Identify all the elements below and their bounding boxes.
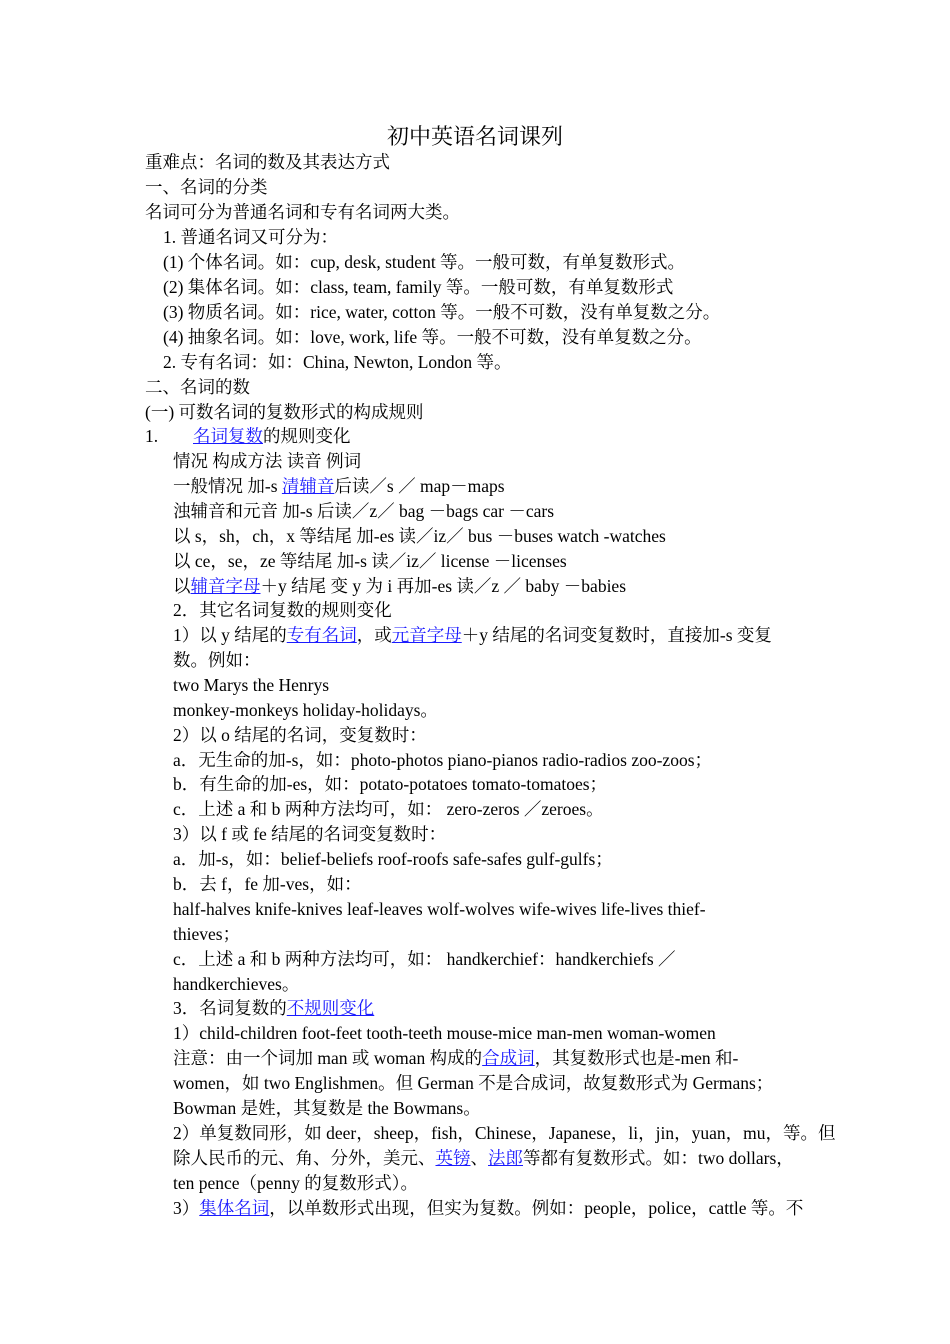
text-line xyxy=(173,1021,716,1046)
text-line xyxy=(173,673,329,698)
text-line xyxy=(173,772,607,797)
line-text: 等都有复数形式。如：two dollars， xyxy=(523,1148,794,1168)
line-text: handkerchieves。 xyxy=(173,974,300,994)
line-text: monkey-monkeys holiday-holidays。 xyxy=(173,700,438,720)
text-line xyxy=(173,872,362,897)
line-text: 3） xyxy=(173,1198,200,1218)
text-line xyxy=(173,797,604,822)
line-text: thieves； xyxy=(173,924,241,944)
text-line xyxy=(173,623,772,648)
document-title: 初中英语名词课列 xyxy=(386,124,563,149)
line-text: 2．其它名词复数的规则变化 xyxy=(173,600,392,620)
text-line xyxy=(173,1171,418,1196)
line-text: c．上述 a 和 b 两种方法均可，如： zero-zeros ／zeroes。 xyxy=(173,799,604,819)
line-text: women，如 two Englishmen。但 German 不是合成词，故复数形式为 Germans； xyxy=(173,1073,774,1093)
text-line xyxy=(163,350,512,375)
line-text: (1) 个体名词。如：cup, desk, student 等。一般可数，有单复数形式。 xyxy=(163,252,686,272)
line-text: 一般情况 加-s xyxy=(173,476,282,496)
text-line xyxy=(173,499,554,524)
line-text: 以 s，sh，ch，x 等结尾 加-es 读／iz／ bus －buses watch -watches xyxy=(173,526,666,546)
line-text: ，以单数形式出现，但实为复数。例如：people，police，cattle 等。不 xyxy=(269,1198,804,1218)
text-line xyxy=(173,549,567,574)
line-text: 情况 构成方法 读音 例词 xyxy=(173,451,362,471)
text-line xyxy=(145,375,250,400)
line-text: 以 ce，se，ze 等结尾 加-s 读／iz／ license －licenses xyxy=(173,551,567,571)
hyperlink[interactable]: 辅音字母 xyxy=(190,576,261,596)
text-line xyxy=(173,723,427,748)
line-text: a．加-s，如：belief-beliefs roof-roofs safe-safes gulf-gulfs； xyxy=(173,849,613,869)
text-line xyxy=(173,474,505,499)
text-line xyxy=(173,947,676,972)
text-line xyxy=(173,1096,481,1121)
text-line xyxy=(173,598,392,623)
line-text: ten pence（penny 的复数形式）。 xyxy=(173,1173,418,1193)
hyperlink[interactable]: 清辅音 xyxy=(281,476,335,496)
text-line xyxy=(173,1146,794,1171)
text-line xyxy=(173,822,446,847)
line-text: 、 xyxy=(470,1148,488,1168)
line-text: 1. xyxy=(145,426,159,446)
line-text: 二、名词的数 xyxy=(145,377,250,397)
text-line xyxy=(173,748,712,773)
line-text: 浊辅音和元音 加-s 后读／z／ bag －bags car －cars xyxy=(173,501,555,521)
line-text: half-halves knife-knives leaf-leaves wolf-wolves wife-wives life-lives thief- xyxy=(173,899,706,919)
line-text: 1）以 y 结尾的 xyxy=(173,625,287,645)
line-text: b．有生命的加-es，如：potato-potatoes tomato-tomatoes； xyxy=(173,774,608,794)
line-text: 1）child-children foot-feet tooth-teeth mouse-mice man-men woman-women xyxy=(173,1023,716,1043)
line-text: Bowman 是姓，其复数是 the Bowmans。 xyxy=(173,1098,481,1118)
text-line xyxy=(173,648,261,673)
line-text: b．去 f，fe 加-ves，如： xyxy=(173,874,362,894)
text-line xyxy=(173,1071,773,1096)
line-text: 的规则变化 xyxy=(263,426,351,446)
line-text: ＋y 结尾 变 y 为 i 再加-es 读／z ／ baby －babies xyxy=(260,576,627,596)
line-text: 以 xyxy=(173,576,191,596)
line-text: c．上述 a 和 b 两种方法均可，如： handkerchief：handkerchiefs ／ xyxy=(173,949,676,969)
hyperlink[interactable]: 名词复数 xyxy=(193,426,263,446)
hyperlink[interactable]: 元音字母 xyxy=(391,625,462,645)
line-text: 3．名词复数的 xyxy=(173,998,287,1018)
text-line xyxy=(163,325,702,350)
hyperlink[interactable]: 不规则变化 xyxy=(286,998,375,1018)
line-text: ，其复数形式也是-men 和- xyxy=(534,1048,739,1068)
hyperlink[interactable]: 合成词 xyxy=(482,1048,535,1068)
line-text: (3) 物质名词。如：rice, water, cotton 等。一般不可数，没有单复数之分。 xyxy=(163,302,721,322)
line-text: 一、名词的分类 xyxy=(145,177,268,197)
text-line xyxy=(145,200,460,225)
text-line xyxy=(163,225,338,250)
text-line xyxy=(173,972,299,997)
line-text: 3）以 f 或 fe 结尾的名词变复数时： xyxy=(173,824,447,844)
line-text: 1. 普通名词又可分为： xyxy=(163,227,338,247)
text-line xyxy=(173,996,374,1021)
text-line xyxy=(145,175,268,200)
text-line xyxy=(173,1046,738,1071)
text-line xyxy=(145,400,424,425)
text-line xyxy=(173,698,438,723)
text-line xyxy=(193,424,351,449)
text-line xyxy=(173,574,626,599)
line-text: 2）单复数同形，如 deer，sheep，fish，Chinese，Japanese，li，jin，yuan，mu，等。但 xyxy=(173,1123,836,1143)
text-line xyxy=(163,250,685,275)
line-text: ＋y 结尾的名词变复数时，直接加-s 变复 xyxy=(461,625,772,645)
text-line xyxy=(173,1196,803,1221)
text-line xyxy=(173,1121,835,1146)
line-text: a．无生命的加-s，如：photo-photos piano-pianos radio-radios zoo-zoos； xyxy=(173,750,713,770)
text-line xyxy=(145,424,158,449)
text-line xyxy=(163,300,720,325)
hyperlink[interactable]: 英镑 xyxy=(435,1148,471,1168)
line-text: 重难点：名词的数及其表达方式 xyxy=(145,152,390,172)
hyperlink[interactable]: 集体名词 xyxy=(199,1198,270,1218)
line-text: 数。例如： xyxy=(173,650,261,670)
line-text: (一) 可数名词的复数形式的构成规则 xyxy=(145,402,424,422)
line-text: 名词可分为普通名词和专有名词两大类。 xyxy=(145,202,460,222)
text-line xyxy=(173,897,706,922)
line-text: 注意：由一个词加 man 或 woman 构成的 xyxy=(173,1048,483,1068)
line-text: (4) 抽象名词。如：love, work, life 等。一般不可数，没有单复数之分。 xyxy=(163,327,702,347)
line-text: 后读／s ／ map－maps xyxy=(334,476,505,496)
line-text: 除人民币的元、角、分外，美元、 xyxy=(173,1148,436,1168)
line-text: 2）以 o 结尾的名词，变复数时： xyxy=(173,725,427,745)
text-line xyxy=(173,922,240,947)
line-text: (2) 集体名词。如：class, team, family 等。一般可数，有单复数形式 xyxy=(163,277,674,297)
text-line xyxy=(173,524,666,549)
text-line xyxy=(163,275,673,300)
line-text: ，或 xyxy=(356,625,392,645)
text-line xyxy=(145,150,390,175)
hyperlink[interactable]: 法郎 xyxy=(488,1148,523,1168)
text-line xyxy=(173,847,613,872)
text-line xyxy=(173,449,361,474)
line-text: two Marys the Henrys xyxy=(173,675,330,695)
line-text: 2. 专有名词：如：China, Newton, London 等。 xyxy=(163,352,512,372)
hyperlink[interactable]: 专有名词 xyxy=(286,625,357,645)
